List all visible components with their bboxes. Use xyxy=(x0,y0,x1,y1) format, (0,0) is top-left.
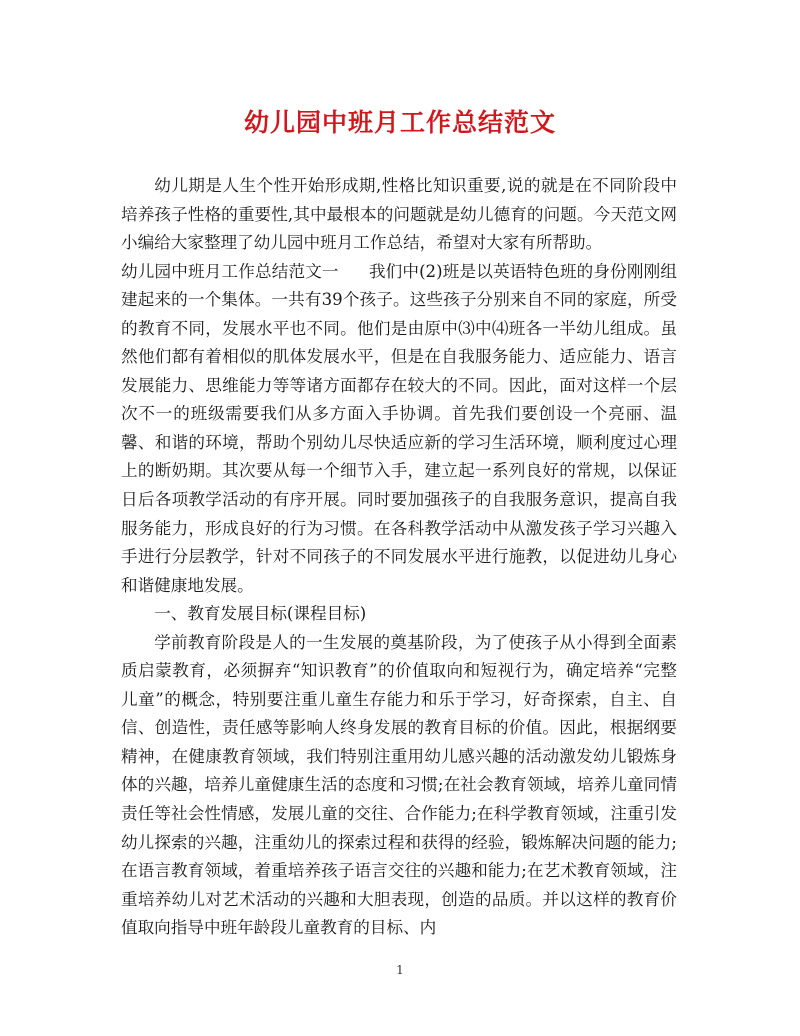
intro-paragraph: 幼儿期是人生个性开始形成期,性格比知识重要,说的就是在不同阶段中培养孩子性格的重要性,其中最根本的问题就是幼儿德育的问题。今天范文网小编给大家整理了幼儿园中班月工作总结，希望对大家有所帮助。 xyxy=(121,176,677,253)
section-1-text: 我们中(2)班是以英语特色班的身份刚刚组建起来的一个集体。一共有39个孩子。这些孩子分别来自不同的家庭，所受的教育不同，发展水平也不同。他们是由原中⑶中⑷班各一半幼儿组成。虽然他们都有着相似的肌体发展水平，但是在自我服务能力、适应能力、语言发展能力、思维能力等等诸方面都存在较大的不同。因此，面对这样一个层次不一的班级需要我们从多方面入手协调。首先我们要创设一个亮丽、温馨、和谐的环境，帮助个别幼儿尽快适应新的学习生活环境，顺利度过心理上的断奶期。其次要从每一个细节入手，建立起一系列良好的常规，以保证日后各项教学活动的有序开展。同时要加强孩子的自我服务意识，提高自我服务能力，形成良好的行为习惯。在各科教学活动中从激发孩子学习兴趣入手进行分层教学，针对不同孩子的不同发展水平进行施教，以促进幼儿身心和谐健康地发展。 xyxy=(121,261,677,595)
document-body xyxy=(121,172,677,943)
subsection-paragraph: 学前教育阶段是人的一生发展的奠基阶段，为了使孩子从小得到全面素质启蒙教育，必须摒弃“知识教育”的价值取向和短视行为，确定培养“完整儿童”的概念，特别要注重儿童生存能力和乐于学习，好奇探索，自主、自信、创造性，责任感等影响人终身发展的教育目标的价值。因此，根据纲要精神，在健康教育领域，我们特别注重用幼儿感兴趣的活动激发幼儿锻炼身体的兴趣，培养儿童健康生活的态度和习惯;在社会教育领域，培养儿童同情责任等社会性情感，发展儿童的交往、合作能力;在科学教育领域，注重引发幼儿探索的兴趣，注重幼儿的探索过程和获得的经验，锻炼解决问题的能力;在语言教育领域，着重培养孩子语言交往的兴趣和能力;在艺术教育领域，注重培养幼儿对艺术活动的兴趣和大胆表现，创造的品质。并以这样的教育价值取向指导中班年龄段儿童教育的目标、内 xyxy=(121,632,677,938)
document-title: 幼儿园中班月工作总结范文 xyxy=(243,108,556,137)
subsection-heading: 一、教育发展目标(课程目标) xyxy=(154,604,367,624)
section-1-paragraph xyxy=(121,258,677,601)
page-number: 1 xyxy=(396,963,404,977)
section-1-heading: 幼儿园中班月工作总结范文一 xyxy=(121,261,339,281)
